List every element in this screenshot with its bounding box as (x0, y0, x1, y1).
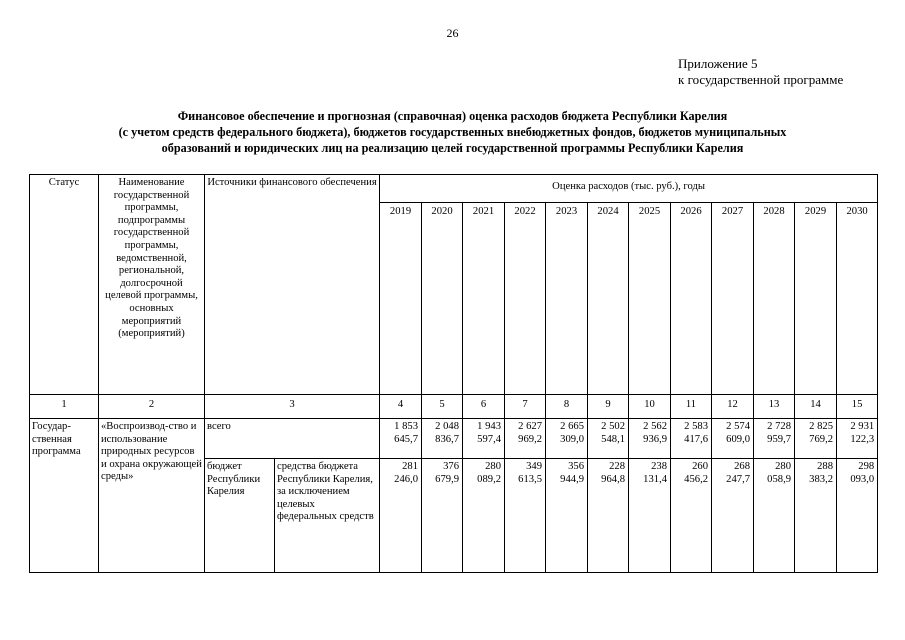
column-number: 8 (546, 395, 588, 419)
budget-label-cell: бюджет Республики Карелия (205, 459, 275, 573)
page-number: 26 (446, 26, 459, 40)
year-cell: 2025 (629, 203, 671, 395)
header-name: Наименование государственной программы, подпрограммы государственной программы, ведомственной, региональной, долгосрочной целевой программы, основных мероприятий (мероприятий) (99, 175, 205, 395)
column-number: 6 (463, 395, 505, 419)
year-cell: 2028 (754, 203, 795, 395)
header-status: Статус (30, 175, 99, 395)
total-value-cell: 2 728 959,7 (754, 419, 795, 459)
year-cell: 2024 (588, 203, 629, 395)
budget-value-cell: 288 383,2 (795, 459, 837, 573)
budget-value-cell: 281 246,0 (380, 459, 422, 573)
total-value-cell: 2 627 969,2 (505, 419, 546, 459)
budget-value-cell: 260 456,2 (671, 459, 712, 573)
year-cell: 2029 (795, 203, 837, 395)
column-number: 2 (99, 395, 205, 419)
header-estimate: Оценка расходов (тыс. руб.), годы (380, 175, 878, 203)
total-value-cell: 2 574 609,0 (712, 419, 754, 459)
budget-value-cell: 238 131,4 (629, 459, 671, 573)
year-cell: 2022 (505, 203, 546, 395)
total-value-cell: 2 665 309,0 (546, 419, 588, 459)
total-value-cell: 1 853 645,7 (380, 419, 422, 459)
column-number: 14 (795, 395, 837, 419)
budget-sub-label-cell: средства бюджета Республики Карелия, за исключением целевых федеральных средств (275, 459, 380, 573)
title-line-2: (с учетом средств федерального бюджета), бюджетов государственных внебюджетных фондов, бюджетов муниципальных (118, 125, 787, 139)
budget-value-cell: 228 964,8 (588, 459, 629, 573)
year-cell: 2026 (671, 203, 712, 395)
program-name-cell: «Воспроизвод-ство и использование природных ресурсов и охрана окружающей среды» (99, 419, 205, 573)
budget-value-cell: 268 247,7 (712, 459, 754, 573)
column-number: 3 (205, 395, 380, 419)
total-value-cell: 2 825 769,2 (795, 419, 837, 459)
column-number: 9 (588, 395, 629, 419)
column-number: 12 (712, 395, 754, 419)
appendix-line-2: к государственной программе (678, 72, 844, 87)
column-number: 5 (422, 395, 463, 419)
column-number: 10 (629, 395, 671, 419)
total-label-cell: всего (205, 419, 380, 459)
column-number-row (30, 395, 878, 419)
title-line-1: Финансовое обеспечение и прогнозная (справочная) оценка расходов бюджета Республики Карелия (177, 109, 728, 123)
table-row-total (30, 419, 878, 459)
total-value-cell: 2 048 836,7 (422, 419, 463, 459)
budget-value-cell: 298 093,0 (837, 459, 878, 573)
year-cell: 2023 (546, 203, 588, 395)
year-cell: 2030 (837, 203, 878, 395)
budget-value-cell: 280 089,2 (463, 459, 505, 573)
year-cell: 2027 (712, 203, 754, 395)
total-value-cell: 1 943 597,4 (463, 419, 505, 459)
header-sources: Источники финансового обеспечения (205, 175, 380, 395)
year-cell: 2021 (463, 203, 505, 395)
column-number: 11 (671, 395, 712, 419)
total-value-cell: 2 583 417,6 (671, 419, 712, 459)
document-title (20, 108, 885, 156)
appendix-line-1: Приложение 5 (678, 56, 758, 71)
year-cell: 2020 (422, 203, 463, 395)
column-number: 13 (754, 395, 795, 419)
appendix-note (678, 56, 843, 88)
year-cell: 2019 (380, 203, 422, 395)
financing-table (29, 174, 878, 573)
column-number: 1 (30, 395, 99, 419)
header-row-1 (30, 175, 878, 203)
total-value-cell: 2 562 936,9 (629, 419, 671, 459)
status-cell: Государ-ственная программа (30, 419, 99, 573)
budget-value-cell: 376 679,9 (422, 459, 463, 573)
budget-value-cell: 280 058,9 (754, 459, 795, 573)
total-value-cell: 2 931 122,3 (837, 419, 878, 459)
total-value-cell: 2 502 548,1 (588, 419, 629, 459)
budget-value-cell: 356 944,9 (546, 459, 588, 573)
column-number: 4 (380, 395, 422, 419)
title-line-3: образований и юридических лиц на реализацию целей государственной программы Республики Карелия (161, 141, 744, 155)
column-number: 15 (837, 395, 878, 419)
budget-value-cell: 349 613,5 (505, 459, 546, 573)
column-number: 7 (505, 395, 546, 419)
